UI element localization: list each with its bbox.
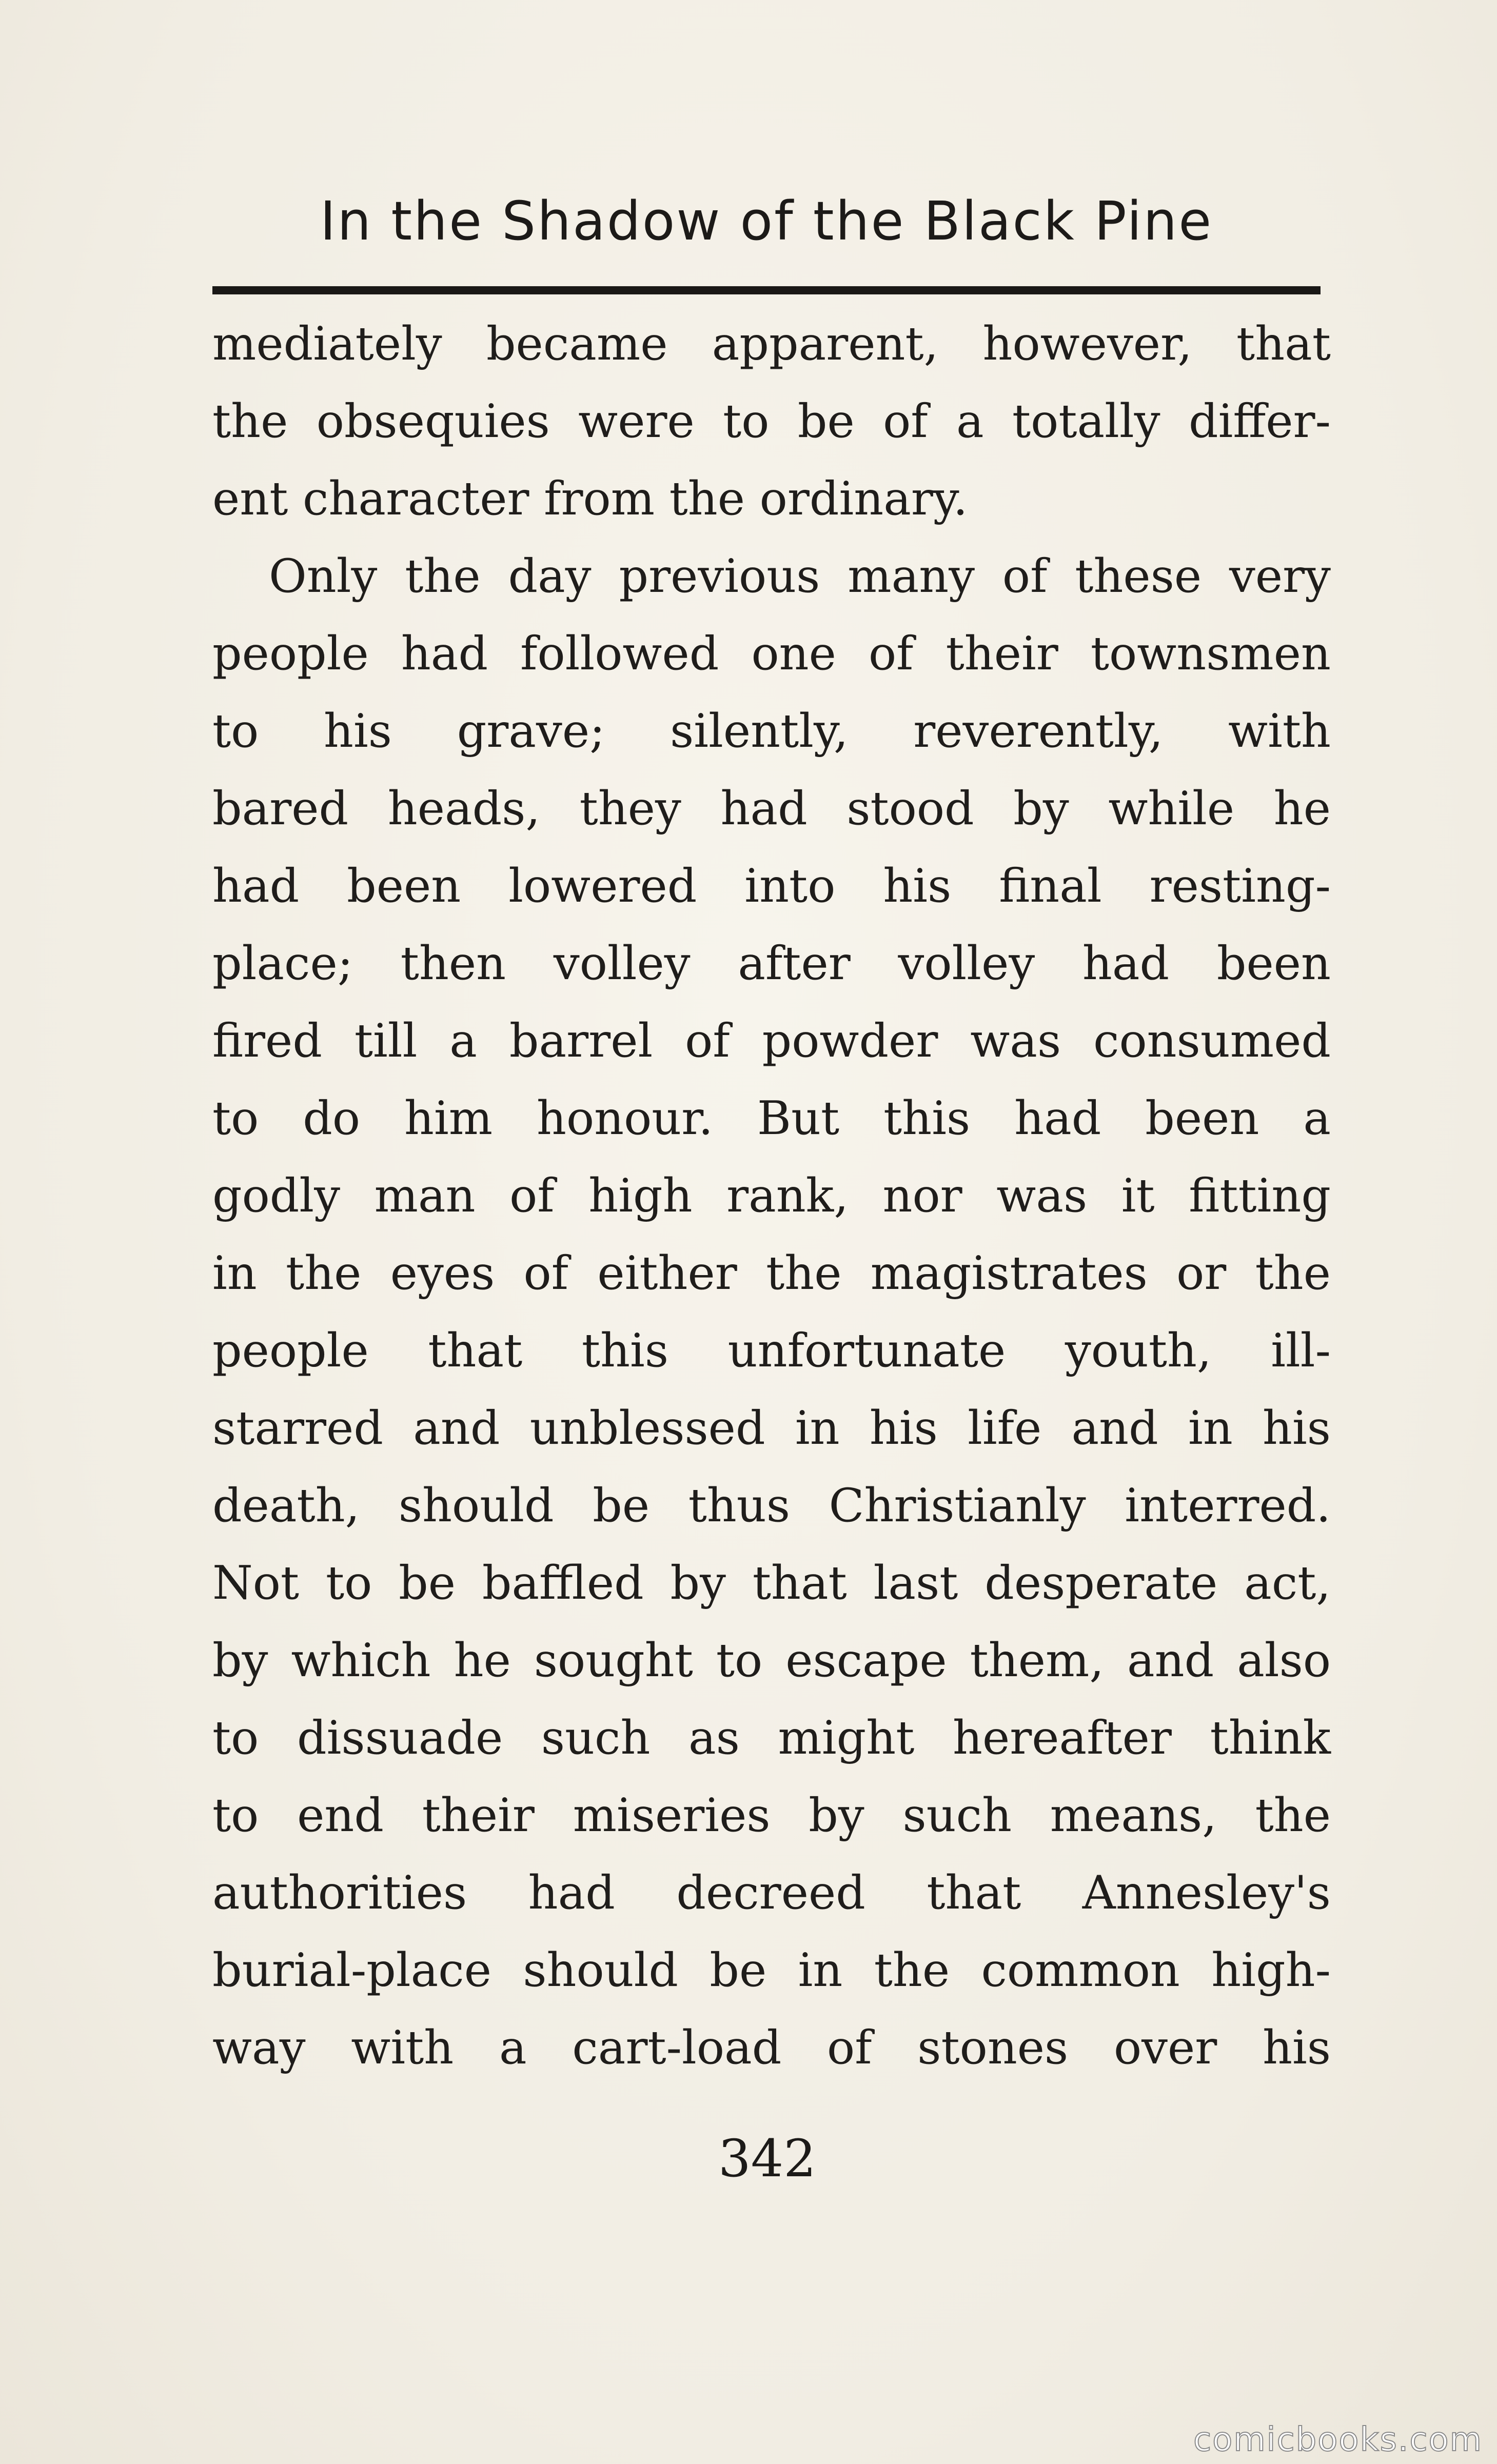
text-line: starred and unblessed in his life and in his bbox=[212, 1401, 1331, 1455]
text-line: burial-place should be in the common high- bbox=[212, 1943, 1331, 1997]
body-text bbox=[212, 305, 1331, 2087]
text-line: ent character from the ordinary. bbox=[212, 472, 968, 526]
text-line: Not to be baffled by that last desperate act, bbox=[212, 1556, 1331, 1610]
text-line: authorities had decreed that Annesley's bbox=[212, 1866, 1331, 1920]
page-number: 342 bbox=[718, 2129, 816, 2189]
watermark: comicbooks.com bbox=[1193, 2421, 1483, 2459]
text-line: mediately became apparent, however, that bbox=[212, 317, 1331, 371]
text-line: people had followed one of their townsmen bbox=[212, 627, 1331, 681]
text-line: Only the day previous many of these very bbox=[269, 549, 1331, 603]
text-line: to do him honour. But this had been a bbox=[212, 1091, 1331, 1145]
text-line: godly man of high rank, nor was it fitting bbox=[212, 1169, 1331, 1223]
text-line: place; then volley after volley had been bbox=[212, 937, 1331, 990]
text-line: way with a cart-load of stones over his bbox=[212, 2021, 1331, 2075]
text-line: death, should be thus Christianly interred. bbox=[212, 1479, 1331, 1533]
text-line: bared heads, they had stood by while he bbox=[212, 782, 1331, 836]
running-header: In the Shadow of the Black Pine bbox=[320, 190, 1213, 252]
text-line: to his grave; silently, reverently, with bbox=[212, 704, 1331, 758]
text-line: fired till a barrel of powder was consumed bbox=[212, 1014, 1331, 1068]
text-line: in the eyes of either the magistrates or the bbox=[212, 1246, 1331, 1300]
text-line: the obsequies were to be of a totally differ- bbox=[212, 394, 1331, 448]
text-line: to dissuade such as might hereafter think bbox=[212, 1711, 1331, 1765]
text-line: by which he sought to escape them, and also bbox=[212, 1634, 1331, 1687]
text-line: people that this unfortunate youth, ill- bbox=[212, 1324, 1331, 1378]
header-rule bbox=[212, 286, 1321, 294]
text-line: had been lowered into his final resting- bbox=[212, 859, 1331, 913]
text-line: to end their miseries by such means, the bbox=[212, 1789, 1331, 1842]
